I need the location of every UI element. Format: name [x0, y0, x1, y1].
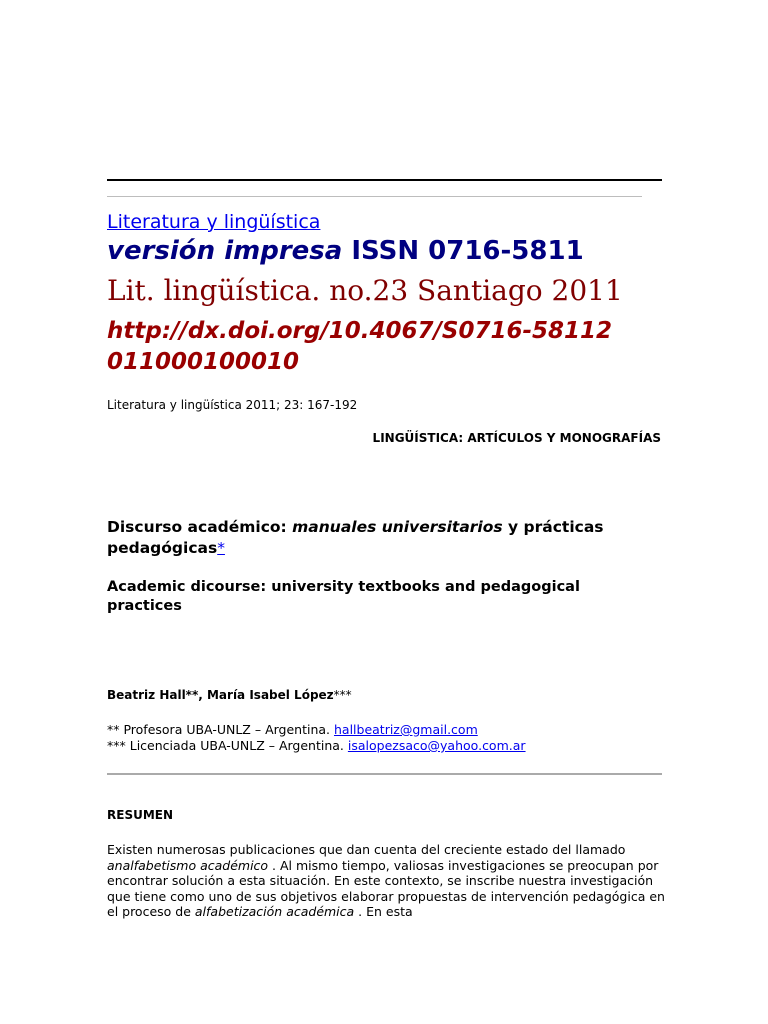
- abstract-italic: analfabetismo académico: [107, 857, 269, 873]
- title-es-part1: Discurso académico:: [107, 518, 293, 536]
- doi-text: http://dx.doi.org/10.4067/S0716-58112011000100010: [107, 318, 613, 375]
- section-label: LINGÜÍSTICA: ARTÍCULOS Y MONOGRAFÍAS: [372, 431, 661, 445]
- email-link[interactable]: isalopezsaco@yahoo.com.ar: [347, 738, 526, 753]
- abstract-part: . Al mismo tiempo, valiosas investigaciones se preocupan por encontrar solución a esta situación. En este contexto, se inscribe nuestra investigación que tiene como uno de sus objetivos elaborar propuestas de intervención pedagógica en el proceso de: [107, 857, 665, 919]
- abstract-italic: alfabetización académica: [194, 904, 355, 919]
- author-1: Beatriz Hall**: [107, 688, 199, 702]
- affiliation-text: ** Profesora UBA-UNLZ – Argentina.: [107, 722, 334, 737]
- section-divider: [107, 773, 662, 775]
- affiliation-text: *** Licenciada UBA-UNLZ – Argentina.: [107, 738, 348, 753]
- top-divider: [107, 179, 662, 181]
- author-2: María Isabel López: [206, 688, 334, 702]
- journal-title-link[interactable]: Literatura y lingüística: [107, 211, 321, 233]
- author-separator: ,: [198, 688, 207, 702]
- abstract-part: Existen numerosas publicaciones que dan cuenta del creciente estado del llamado: [107, 842, 626, 857]
- article-title-en: Academic dicourse: university textbooks and pedagogical practices: [107, 579, 580, 614]
- affiliation-1: [107, 722, 478, 737]
- footnote-link[interactable]: *: [217, 539, 225, 557]
- affiliation-2: [107, 738, 526, 753]
- citation-line: Literatura y lingüística 2011; 23: 167-192: [107, 398, 358, 412]
- version-label: versión impresa: [107, 236, 343, 266]
- authors-line: [107, 688, 352, 702]
- issn-label: ISSN 0716-5811: [351, 236, 584, 266]
- title-es-part2: y prácticas pedagógicas: [107, 518, 604, 557]
- author-2-marker: ***: [333, 688, 352, 702]
- abstract-part: . En esta: [354, 904, 413, 919]
- issue-line: Lit. lingüística. no.23 Santiago 2011: [107, 274, 623, 307]
- email-link[interactable]: hallbeatriz@gmail.com: [333, 722, 478, 737]
- issn-line: [107, 236, 584, 266]
- abstract-heading: RESUMEN: [107, 808, 174, 822]
- thin-divider: [107, 196, 642, 197]
- title-es-italic: manuales universitarios: [292, 518, 503, 536]
- article-title-es: [107, 517, 667, 559]
- abstract-text: [107, 842, 667, 920]
